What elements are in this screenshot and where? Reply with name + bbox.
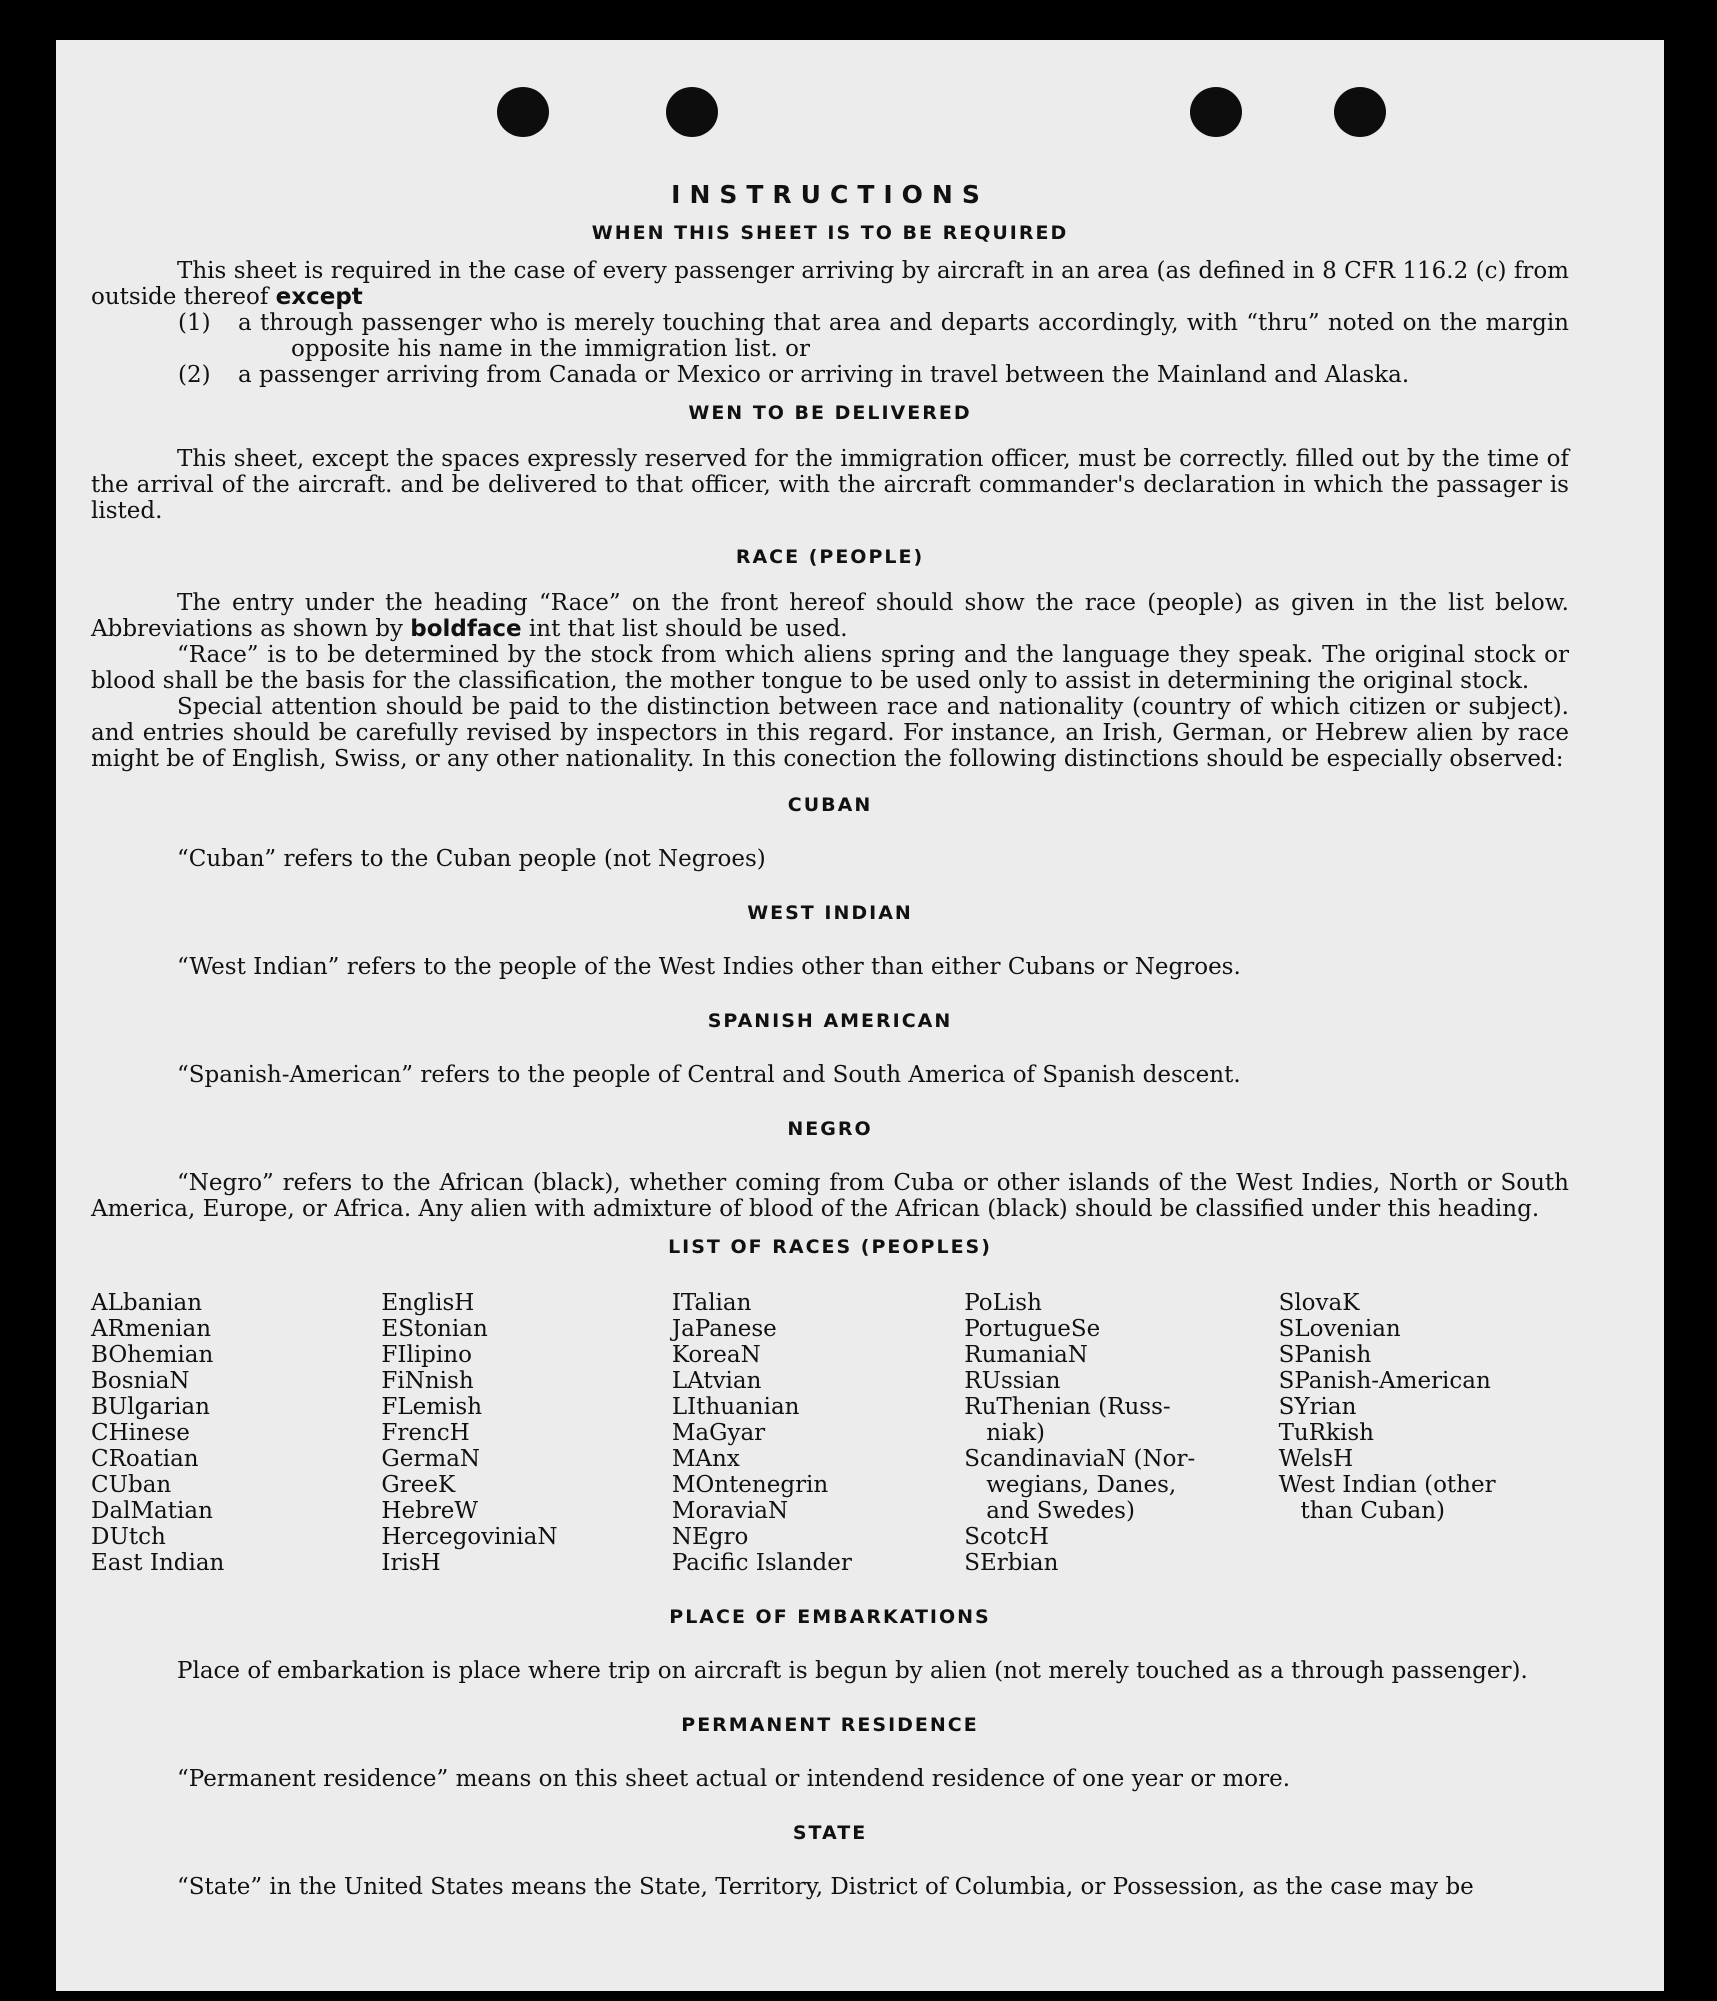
page-title: INSTRUCTIONS <box>671 180 989 209</box>
race-entry: JaPanese <box>671 1316 777 1342</box>
race-entry: MOntenegrin <box>671 1472 829 1498</box>
race-entry: and Swedes) <box>964 1498 1135 1524</box>
paragraph: “Negro” refers to the African (black), whether coming from Cuba or other islands of the West Indies, North or South America, Europe, or Africa. Any alien with admixture of blood of the African (black) should be classified under this heading. <box>91 1170 1569 1222</box>
race-entry: Pacific Islander <box>671 1550 852 1576</box>
punch-hole <box>666 87 718 137</box>
race-entry: MaGyar <box>671 1420 766 1446</box>
race-entry: ITalian <box>671 1290 752 1316</box>
section-heading: LIST OF RACES (PEOPLES) <box>668 1236 992 1258</box>
races-column <box>964 1290 1278 1576</box>
section-heading: STATE <box>792 1822 868 1844</box>
paragraph: “Cuban” refers to the Cuban people (not Negroes) <box>177 846 766 872</box>
race-entry: LIthuanian <box>671 1394 800 1420</box>
exception-item: (2) a passenger arriving from Canada or Mexico or arriving in travel between the Mainland and Alaska. <box>178 362 1410 388</box>
race-entry: KoreaN <box>671 1342 761 1368</box>
race-entry: East Indian <box>91 1550 225 1576</box>
race-entry: FrencH <box>381 1420 470 1446</box>
race-entry: SPanish <box>1278 1342 1372 1368</box>
race-entry: SYrian <box>1278 1394 1357 1420</box>
paragraph: Special attention should be paid to the distinction between race and nationality (country of which citizen or subject). and entries should be carefully revised by inspectors in this regard. For instance, an Irish, German, or Hebrew alien by race might be of English, Swiss, or any other nationality. In this conection the following distinctions should be especially observed: <box>91 694 1569 772</box>
races-column <box>1279 1290 1569 1576</box>
paragraph: “Permanent residence” means on this sheet actual or intendend residence of one year or more. <box>177 1766 1291 1792</box>
section-heading: PERMANENT RESIDENCE <box>681 1714 979 1736</box>
race-entry: RumaniaN <box>964 1342 1088 1368</box>
paragraph: Place of embarkation is place where trip on aircraft is begun by alien (not merely touched as a through passenger). <box>177 1658 1528 1684</box>
section-heading: NEGRO <box>787 1118 873 1140</box>
section-heading: RACE (PEOPLE) <box>735 546 925 568</box>
race-entry: SLovenian <box>1278 1316 1401 1342</box>
race-entry: BOhemian <box>91 1342 214 1368</box>
races-list <box>91 1290 1569 1576</box>
race-entry: FiNnish <box>381 1368 474 1394</box>
race-entry: ScandinaviaN (Nor- <box>964 1446 1196 1472</box>
document-page <box>56 40 1664 1991</box>
race-entry: DalMatian <box>91 1498 213 1524</box>
race-entry: IrisH <box>381 1550 441 1576</box>
race-entry: RuThenian (Russ- <box>964 1394 1171 1420</box>
race-entry: niak) <box>964 1420 1045 1446</box>
section-heading: WHEN THIS SHEET IS TO BE REQUIRED <box>591 222 1069 244</box>
punch-hole <box>1334 87 1386 137</box>
race-entry: EStonian <box>381 1316 488 1342</box>
document-body <box>91 182 1569 1900</box>
race-entry: MoraviaN <box>671 1498 789 1524</box>
race-entry: RUssian <box>964 1368 1061 1394</box>
race-entry: EnglisH <box>381 1290 475 1316</box>
punch-hole <box>497 87 549 137</box>
section-heading: WEST INDIAN <box>747 902 913 924</box>
race-entry: ARmenian <box>91 1316 212 1342</box>
race-entry: NEgro <box>671 1524 749 1550</box>
race-entry: West Indian (other <box>1278 1472 1496 1498</box>
race-entry: wegians, Danes, <box>964 1472 1177 1498</box>
race-entry: WelsH <box>1278 1446 1354 1472</box>
race-entry: DUtch <box>91 1524 166 1550</box>
paragraph: “Spanish-American” refers to the people of Central and South America of Spanish descent. <box>177 1062 1241 1088</box>
race-entry: HebreW <box>381 1498 479 1524</box>
race-entry: LAtvian <box>671 1368 762 1394</box>
race-entry: CRoatian <box>91 1446 199 1472</box>
race-entry: CUban <box>91 1472 172 1498</box>
race-entry: PortugueSe <box>964 1316 1101 1342</box>
race-entry: ScotcH <box>964 1524 1049 1550</box>
race-entry: SErbian <box>964 1550 1059 1576</box>
race-entry: MAnx <box>671 1446 740 1472</box>
race-entry: BosniaN <box>91 1368 190 1394</box>
races-column <box>381 1290 671 1576</box>
race-entry: HercegoviniaN <box>381 1524 558 1550</box>
section-heading: SPANISH AMERICAN <box>707 1010 953 1032</box>
paragraph: This sheet, except the spaces expressly reserved for the immigration officer, must be correctly. filled out by the time of the arrival of the aircraft. and be delivered to that officer, with the aircraft commander's declaration in which the passager is listed. <box>91 446 1569 524</box>
paragraph: The entry under the heading “Race” on the front hereof should show the race (people) as given in the list below. Abbreviations as shown by boldface int that list should be used. <box>91 590 1569 642</box>
paragraph: “State” in the United States means the State, Territory, District of Columbia, or Possession, as the case may be <box>177 1874 1474 1900</box>
race-entry: GermaN <box>381 1446 481 1472</box>
exception-item: (1) a through passenger who is merely touching that area and departs accordingly, with “thru” noted on the margin opposite his name in the immigration list. or <box>178 310 1569 362</box>
section-heading: CUBAN <box>787 794 873 816</box>
section-heading: WEN TO BE DELIVERED <box>688 402 972 424</box>
race-entry: TuRkish <box>1278 1420 1374 1446</box>
races-column <box>672 1290 964 1576</box>
punch-hole <box>1190 87 1242 137</box>
paragraph: “Race” is to be determined by the stock from which aliens spring and the language they speak. The original stock or blood shall be the basis for the classification, the mother tongue to be used only to assist in determining the original stock. <box>91 642 1569 694</box>
race-entry: FIlipino <box>381 1342 472 1368</box>
races-column <box>91 1290 381 1576</box>
race-entry: CHinese <box>91 1420 190 1446</box>
section-heading: PLACE OF EMBARKATIONS <box>669 1606 991 1628</box>
race-entry: SPanish-American <box>1278 1368 1491 1394</box>
race-entry: than Cuban) <box>1278 1498 1446 1524</box>
race-entry: GreeK <box>381 1472 456 1498</box>
race-entry: PoLish <box>964 1290 1042 1316</box>
race-entry: FLemish <box>381 1394 483 1420</box>
paragraph: “West Indian” refers to the people of the West Indies other than either Cubans or Negroes. <box>177 954 1241 980</box>
race-entry: ALbanian <box>91 1290 203 1316</box>
paragraph: This sheet is required in the case of every passenger arriving by aircraft in an area (as defined in 8 CFR 116.2 (c) from outside thereof except <box>91 258 1569 310</box>
race-entry: SlovaK <box>1278 1290 1360 1316</box>
race-entry: BUlgarian <box>91 1394 210 1420</box>
